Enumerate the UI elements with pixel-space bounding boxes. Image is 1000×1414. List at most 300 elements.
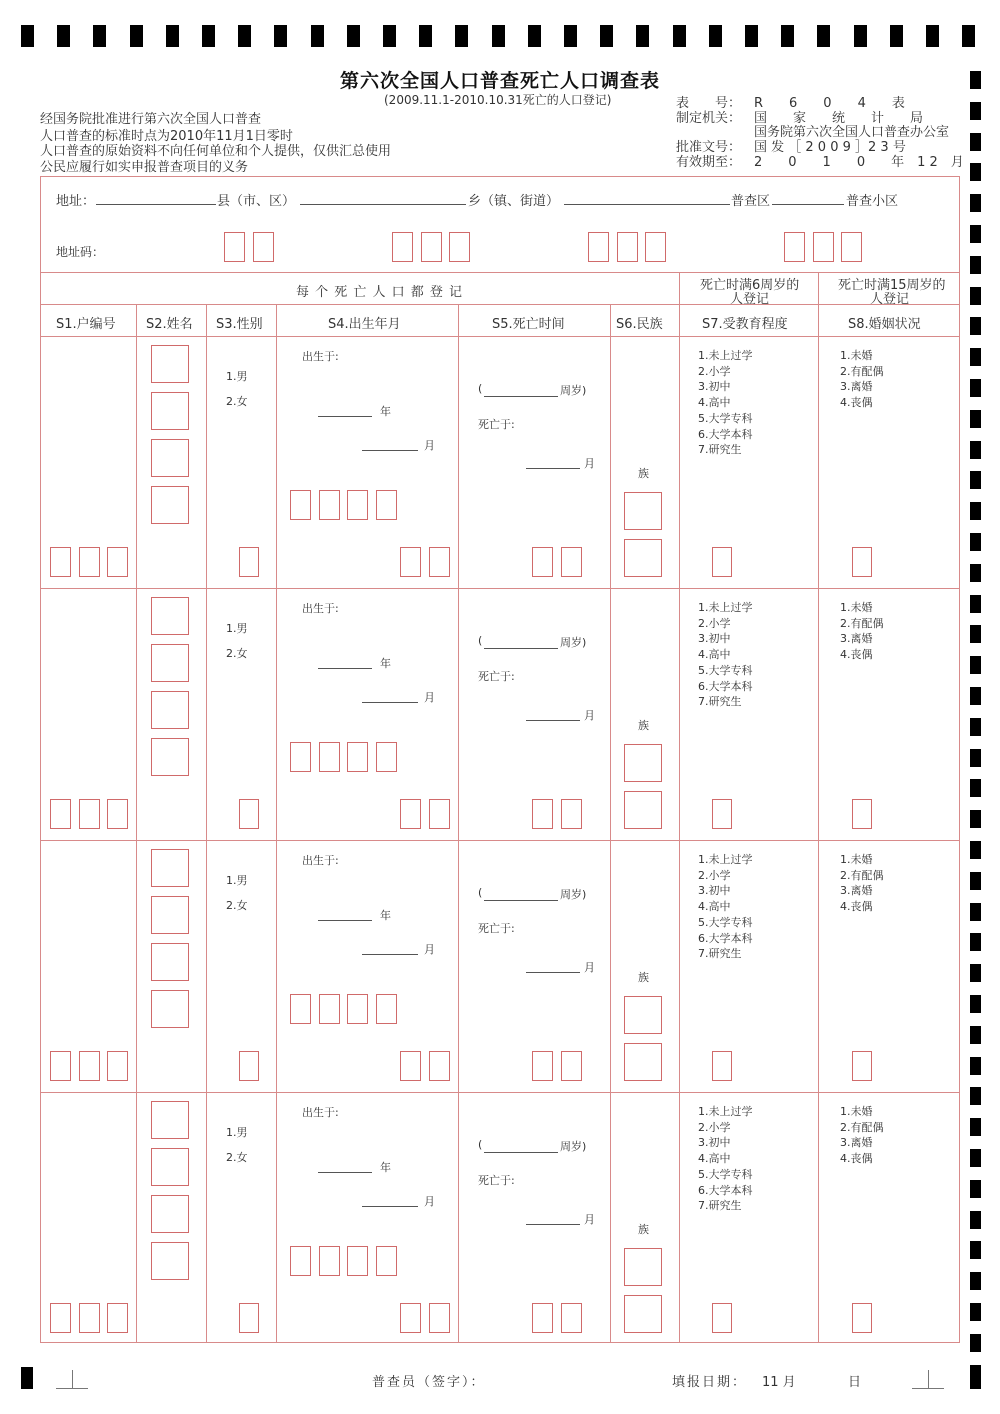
household-id-box[interactable] — [107, 1303, 128, 1333]
rule-line — [40, 1092, 960, 1093]
timing-mark — [202, 25, 215, 47]
rule-line — [40, 176, 41, 1342]
age-open-paren: ( — [478, 634, 483, 647]
timing-mark — [970, 872, 981, 890]
subdistrict-label: 普查小区 — [846, 194, 899, 209]
education-option: 6.大学本科 — [698, 1183, 753, 1197]
rule-line — [206, 304, 207, 1342]
birth-digit-box[interactable] — [290, 490, 311, 520]
name-char-box[interactable] — [151, 345, 189, 383]
household-id-box[interactable] — [79, 1051, 100, 1081]
notice-line-3: 人口普查的原始资料不向任何单位和个人提供，仅供汇总使用 — [40, 144, 392, 159]
death-month-blank[interactable] — [526, 468, 580, 469]
timing-mark — [970, 656, 981, 674]
timing-mark — [970, 71, 981, 89]
timing-mark — [636, 25, 649, 47]
timing-mark — [970, 1241, 981, 1259]
household-id-box[interactable] — [50, 547, 71, 577]
timing-mark — [970, 1149, 981, 1167]
birth-digit-box[interactable] — [376, 490, 397, 520]
fill-date-month: 11 月 — [762, 1375, 796, 1390]
birth-digit-box[interactable] — [319, 994, 340, 1024]
education-option: 1.未上过学 — [698, 853, 753, 866]
timing-mark — [970, 841, 981, 859]
notice-line-1: 经国务院批准进行第六次全国人口普查 — [40, 112, 262, 127]
education-option: 7.研究生 — [698, 1199, 742, 1213]
education-option: 2.小学 — [698, 868, 731, 882]
birth-digit-box[interactable] — [347, 1246, 368, 1276]
death-month-blank[interactable] — [526, 720, 580, 721]
timing-mark — [970, 379, 981, 397]
household-id-box[interactable] — [107, 799, 128, 829]
ethnic-box[interactable] — [624, 996, 662, 1034]
ethnic-suffix-label: 族 — [638, 467, 649, 480]
form-title: 第六次全国人口普查死亡人口调查表 — [340, 70, 661, 92]
birth-month-box[interactable] — [400, 547, 421, 577]
timing-mark — [970, 1180, 981, 1198]
col-s1: S1.户编号 — [56, 317, 116, 332]
death-month-label: 月 — [584, 457, 595, 470]
death-digit-box[interactable] — [561, 1303, 582, 1333]
marital-option: 2.有配偶 — [840, 616, 884, 630]
name-char-box[interactable] — [151, 392, 189, 430]
timing-mark — [970, 225, 981, 243]
birth-digit-box[interactable] — [290, 994, 311, 1024]
code-digit-box[interactable] — [253, 232, 274, 262]
district-blank[interactable] — [564, 204, 730, 205]
year-label: 年 — [380, 405, 391, 418]
death-digit-box[interactable] — [532, 1303, 553, 1333]
form-number-value: R 6 0 4 表 — [754, 96, 905, 111]
education-option: 2.小学 — [698, 616, 731, 630]
year-label: 年 — [380, 657, 391, 670]
birth-month-box[interactable] — [429, 1051, 450, 1081]
sex-option-female: 2.女 — [226, 647, 248, 660]
marital-option: 2.有配偶 — [840, 364, 884, 378]
education-box[interactable] — [712, 1051, 732, 1081]
ethnic-box[interactable] — [624, 1295, 662, 1333]
code-digit-box[interactable] — [841, 232, 862, 262]
birth-month-box[interactable] — [400, 1051, 421, 1081]
code-digit-box[interactable] — [784, 232, 805, 262]
sex-option-female: 2.女 — [226, 899, 248, 912]
fill-date-day: 日 — [848, 1375, 862, 1390]
birth-digit-box[interactable] — [376, 1246, 397, 1276]
timing-mark — [854, 25, 867, 47]
death-digit-box[interactable] — [561, 1051, 582, 1081]
district-label: 普查区 — [731, 194, 771, 209]
code-digit-box[interactable] — [392, 232, 413, 262]
town-label: 乡（镇、街道） — [468, 194, 560, 209]
name-char-box[interactable] — [151, 691, 189, 729]
org-label: 制定机关： — [676, 111, 742, 126]
education-option: 4.高中 — [698, 900, 731, 914]
name-char-box[interactable] — [151, 486, 189, 524]
birth-digit-box[interactable] — [290, 742, 311, 772]
sex-box[interactable] — [239, 799, 259, 829]
corner-mark — [912, 1388, 944, 1389]
born-at-label: 出生于: — [302, 1106, 339, 1119]
birth-digit-box[interactable] — [319, 490, 340, 520]
name-char-box[interactable] — [151, 1101, 189, 1139]
birth-digit-box[interactable] — [319, 1246, 340, 1276]
sex-option-female: 2.女 — [226, 395, 248, 408]
timing-mark — [970, 995, 981, 1013]
name-char-box[interactable] — [151, 849, 189, 887]
col-s4: S4.出生年月 — [328, 317, 401, 332]
age-blank[interactable] — [484, 648, 558, 649]
age15-header-line1: 死亡时满15周岁的 — [838, 278, 946, 293]
timing-mark — [970, 471, 981, 489]
household-id-box[interactable] — [107, 1051, 128, 1081]
address-code-label: 地址码： — [56, 245, 105, 259]
approval-label: 批准文号： — [676, 140, 742, 155]
education-box[interactable] — [712, 799, 732, 829]
death-digit-box[interactable] — [561, 799, 582, 829]
corner-mark — [56, 1388, 88, 1389]
sex-box[interactable] — [239, 1303, 259, 1333]
form-subtitle: (2009.11.1-2010.10.31死亡的人口登记) — [384, 93, 612, 107]
marital-box[interactable] — [852, 799, 872, 829]
code-digit-box[interactable] — [813, 232, 834, 262]
education-option: 5.大学专科 — [698, 1167, 753, 1181]
ethnic-box[interactable] — [624, 744, 662, 782]
marital-option: 4.丧偶 — [840, 648, 873, 662]
marital-option: 4.丧偶 — [840, 396, 873, 410]
death-month-label: 月 — [584, 1213, 595, 1226]
approval-value: 国 发 ［ 2 0 0 9 ］2 3 号 — [754, 140, 906, 155]
timing-mark — [970, 194, 981, 212]
rule-line — [40, 336, 960, 337]
marital-option: 3.离婚 — [840, 632, 873, 646]
rule-line — [679, 304, 680, 1342]
education-option: 3.初中 — [698, 632, 731, 646]
rule-line — [40, 840, 960, 841]
died-at-label: 死亡于: — [478, 1174, 515, 1187]
corner-mark — [928, 1370, 929, 1388]
death-digit-box[interactable] — [561, 547, 582, 577]
death-digit-box[interactable] — [532, 799, 553, 829]
code-digit-box[interactable] — [224, 232, 245, 262]
birth-digit-box[interactable] — [319, 742, 340, 772]
month-label: 月 — [424, 943, 435, 956]
name-char-box[interactable] — [151, 990, 189, 1028]
month-label: 月 — [424, 439, 435, 452]
code-digit-box[interactable] — [421, 232, 442, 262]
org-value: 国 家 统 计 局 — [754, 111, 924, 126]
age-years-label: 周岁) — [560, 384, 587, 397]
age-blank[interactable] — [484, 900, 558, 901]
timing-mark — [962, 25, 975, 47]
timing-mark — [970, 779, 981, 797]
code-digit-box[interactable] — [449, 232, 470, 262]
timing-mark — [970, 1272, 981, 1290]
timing-mark — [970, 533, 981, 551]
name-char-box[interactable] — [151, 943, 189, 981]
month-label: 月 — [424, 691, 435, 704]
code-digit-box[interactable] — [645, 232, 666, 262]
household-id-box[interactable] — [79, 799, 100, 829]
col-s2: S2.姓名 — [146, 317, 193, 332]
marital-option: 2.有配偶 — [840, 868, 884, 882]
timing-mark — [970, 317, 981, 335]
birth-digit-box[interactable] — [376, 742, 397, 772]
timing-mark — [166, 25, 179, 47]
household-id-box[interactable] — [79, 1303, 100, 1333]
sex-option-male: 1.男 — [226, 1126, 248, 1139]
timing-mark — [970, 718, 981, 736]
education-option: 5.大学专科 — [698, 915, 753, 929]
age-years-label: 周岁) — [560, 1140, 587, 1153]
marital-option: 1.未婚 — [840, 349, 873, 362]
education-option: 4.高中 — [698, 1152, 731, 1166]
education-option: 5.大学专科 — [698, 663, 753, 677]
name-char-box[interactable] — [151, 1195, 189, 1233]
rule-line — [40, 176, 960, 177]
col-s5: S5.死亡时间 — [492, 317, 565, 332]
age-open-paren: ( — [478, 886, 483, 899]
ethnic-box[interactable] — [624, 1043, 662, 1081]
born-at-label: 出生于: — [302, 602, 339, 615]
enumerator-signature-label: 普查员（签字）： — [372, 1375, 486, 1390]
age6-header-line1: 死亡时满6周岁的 — [700, 278, 800, 293]
education-option: 7.研究生 — [698, 695, 742, 709]
timing-mark — [970, 595, 981, 613]
notice-line-4: 公民应履行如实申报普查项目的义务 — [40, 160, 249, 175]
education-option: 4.高中 — [698, 396, 731, 410]
birth-year-blank[interactable] — [318, 416, 372, 417]
household-id-box[interactable] — [107, 547, 128, 577]
birth-year-blank[interactable] — [318, 668, 372, 669]
timing-mark — [57, 25, 70, 47]
rule-line — [959, 176, 960, 1342]
timing-mark — [970, 964, 981, 982]
birth-month-box[interactable] — [429, 799, 450, 829]
ethnic-suffix-label: 族 — [638, 971, 649, 984]
age-years-label: 周岁) — [560, 636, 587, 649]
marital-box[interactable] — [852, 547, 872, 577]
code-digit-box[interactable] — [617, 232, 638, 262]
name-char-box[interactable] — [151, 644, 189, 682]
timing-mark — [673, 25, 686, 47]
marital-option: 3.离婚 — [840, 884, 873, 898]
timing-mark — [745, 25, 758, 47]
rule-line — [276, 304, 277, 1342]
marital-box[interactable] — [852, 1303, 872, 1333]
birth-digit-box[interactable] — [347, 490, 368, 520]
timing-mark — [970, 441, 981, 459]
marital-option: 3.离婚 — [840, 1136, 873, 1150]
timing-mark — [21, 1367, 33, 1389]
sex-option-male: 1.男 — [226, 370, 248, 383]
household-id-box[interactable] — [50, 1051, 71, 1081]
marital-option: 4.丧偶 — [840, 900, 873, 914]
education-option: 6.大学本科 — [698, 679, 753, 693]
age-blank[interactable] — [484, 1152, 558, 1153]
marital-option: 1.未婚 — [840, 853, 873, 866]
rule-line — [679, 272, 680, 304]
timing-mark — [970, 687, 981, 705]
education-option: 3.初中 — [698, 884, 731, 898]
col-s7: S7.受教育程度 — [702, 317, 788, 332]
corner-mark — [72, 1370, 73, 1388]
education-option: 7.研究生 — [698, 443, 742, 457]
county-blank[interactable] — [96, 204, 216, 205]
timing-mark — [970, 102, 981, 120]
education-box[interactable] — [712, 1303, 732, 1333]
address-label: 地址： — [56, 194, 96, 209]
ethnic-box[interactable] — [624, 791, 662, 829]
birth-month-box[interactable] — [429, 1303, 450, 1333]
timing-mark — [419, 25, 432, 47]
timing-mark — [709, 25, 722, 47]
household-id-box[interactable] — [50, 1303, 71, 1333]
ethnic-suffix-label: 族 — [638, 1223, 649, 1236]
timing-mark — [970, 1365, 981, 1383]
age-blank[interactable] — [484, 396, 558, 397]
timing-mark — [311, 25, 324, 47]
timing-mark — [970, 502, 981, 520]
sex-option-female: 2.女 — [226, 1151, 248, 1164]
timing-mark — [970, 933, 981, 951]
birth-month-blank[interactable] — [362, 702, 418, 703]
education-option: 2.小学 — [698, 1120, 731, 1134]
rule-line — [818, 272, 819, 304]
ethnic-box[interactable] — [624, 1248, 662, 1286]
timing-mark — [970, 133, 981, 151]
fill-date-label: 填报日期： — [672, 1375, 748, 1390]
timing-mark — [93, 25, 106, 47]
ethnic-box[interactable] — [624, 492, 662, 530]
subdistrict-blank[interactable] — [772, 204, 844, 205]
rule-line — [818, 304, 819, 1342]
education-option: 3.初中 — [698, 1136, 731, 1150]
sex-box[interactable] — [239, 547, 259, 577]
valid-value: 2 0 1 0 年 1 2 月 — [754, 155, 964, 170]
death-digit-box[interactable] — [532, 547, 553, 577]
birth-month-blank[interactable] — [362, 954, 418, 955]
rule-line — [610, 304, 611, 1342]
death-month-blank[interactable] — [526, 1224, 580, 1225]
education-option: 2.小学 — [698, 364, 731, 378]
timing-mark — [455, 25, 468, 47]
timing-mark — [970, 1118, 981, 1136]
birth-digit-box[interactable] — [347, 742, 368, 772]
sex-option-male: 1.男 — [226, 874, 248, 887]
timing-mark — [970, 163, 981, 181]
month-label: 月 — [424, 1195, 435, 1208]
age15-header-line2: 人登记 — [870, 292, 910, 307]
household-id-box[interactable] — [50, 799, 71, 829]
death-digit-box[interactable] — [532, 1051, 553, 1081]
education-option: 1.未上过学 — [698, 1105, 753, 1118]
timing-mark — [600, 25, 613, 47]
timing-mark — [347, 25, 360, 47]
name-char-box[interactable] — [151, 1242, 189, 1280]
marital-option: 2.有配偶 — [840, 1120, 884, 1134]
rule-line — [40, 272, 960, 273]
year-label: 年 — [380, 1161, 391, 1174]
town-blank[interactable] — [300, 204, 466, 205]
timing-mark — [970, 348, 981, 366]
timing-mark — [970, 903, 981, 921]
timing-mark — [970, 410, 981, 428]
sex-box[interactable] — [239, 1051, 259, 1081]
name-char-box[interactable] — [151, 738, 189, 776]
col-s8: S8.婚姻状况 — [848, 317, 921, 332]
education-option: 1.未上过学 — [698, 601, 753, 614]
code-digit-box[interactable] — [588, 232, 609, 262]
year-label: 年 — [380, 909, 391, 922]
birth-digit-box[interactable] — [376, 994, 397, 1024]
birth-year-blank[interactable] — [318, 920, 372, 921]
birth-month-box[interactable] — [400, 799, 421, 829]
rule-line — [40, 588, 960, 589]
valid-label: 有效期至： — [676, 155, 742, 170]
age6-header-line2: 人登记 — [730, 292, 770, 307]
household-id-box[interactable] — [79, 547, 100, 577]
timing-mark — [970, 1334, 981, 1352]
ethnic-box[interactable] — [624, 539, 662, 577]
form-number-label: 表 号： — [676, 96, 742, 111]
name-char-box[interactable] — [151, 1148, 189, 1186]
birth-month-blank[interactable] — [362, 450, 418, 451]
education-box[interactable] — [712, 547, 732, 577]
birth-digit-box[interactable] — [347, 994, 368, 1024]
sex-option-male: 1.男 — [226, 622, 248, 635]
col-s3: S3.性别 — [216, 317, 263, 332]
timing-mark — [383, 25, 396, 47]
birth-month-box[interactable] — [400, 1303, 421, 1333]
name-char-box[interactable] — [151, 439, 189, 477]
born-at-label: 出生于: — [302, 854, 339, 867]
timing-mark — [781, 25, 794, 47]
timing-mark — [970, 749, 981, 767]
age-open-paren: ( — [478, 1138, 483, 1151]
timing-mark — [817, 25, 830, 47]
name-char-box[interactable] — [151, 896, 189, 934]
rule-line — [136, 304, 137, 1342]
timing-mark — [970, 287, 981, 305]
name-char-box[interactable] — [151, 597, 189, 635]
age-years-label: 周岁) — [560, 888, 587, 901]
timing-mark — [890, 25, 903, 47]
died-at-label: 死亡于: — [478, 922, 515, 935]
all-register-header: 每 个 死 亡 人 口 都 登 记 — [296, 285, 464, 300]
education-option: 4.高中 — [698, 648, 731, 662]
timing-mark — [528, 25, 541, 47]
death-month-blank[interactable] — [526, 972, 580, 973]
rule-line — [40, 304, 960, 305]
timing-mark — [970, 1026, 981, 1044]
timing-mark — [21, 25, 34, 47]
age-open-paren: ( — [478, 382, 483, 395]
timing-mark — [238, 25, 251, 47]
marital-box[interactable] — [852, 1051, 872, 1081]
death-month-label: 月 — [584, 961, 595, 974]
birth-digit-box[interactable] — [290, 1246, 311, 1276]
rule-line — [458, 304, 459, 1342]
birth-month-box[interactable] — [429, 547, 450, 577]
education-option: 7.研究生 — [698, 947, 742, 961]
birth-month-blank[interactable] — [362, 1206, 418, 1207]
education-option: 6.大学本科 — [698, 931, 753, 945]
notice-line-2: 人口普查的标准时点为2010年11月1日零时 — [40, 129, 293, 144]
education-option: 3.初中 — [698, 380, 731, 394]
timing-mark — [970, 810, 981, 828]
birth-year-blank[interactable] — [318, 1172, 372, 1173]
marital-option: 1.未婚 — [840, 1105, 873, 1118]
